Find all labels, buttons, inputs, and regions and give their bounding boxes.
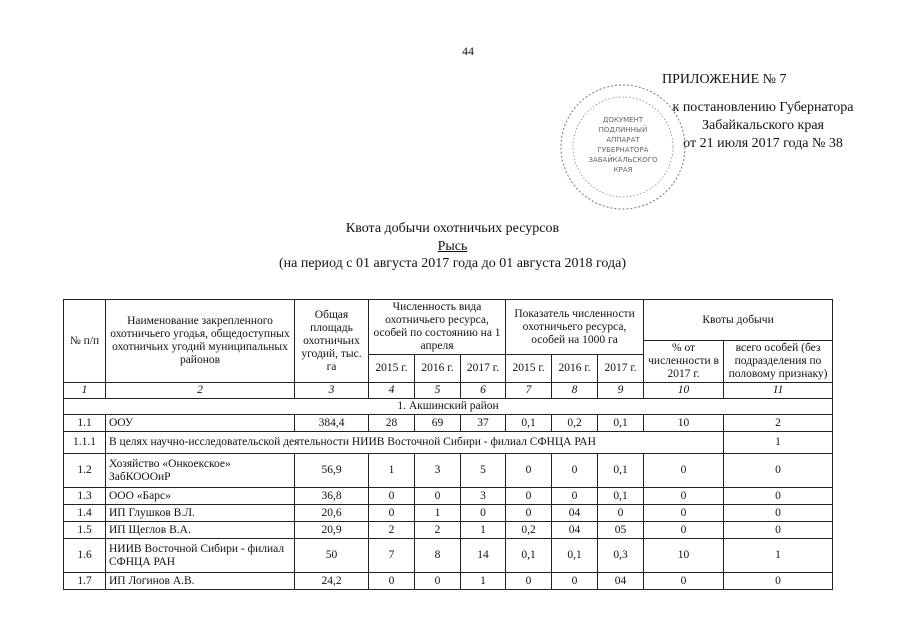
row-no: 1.5	[64, 522, 106, 539]
row-population-2016: 0	[415, 573, 461, 590]
row-population-2016: 2	[415, 522, 461, 539]
column-number: 2	[106, 383, 295, 399]
row-name: В целях научно-исследовательской деятельности НИИВ Восточной Сибири - филиал СФНЦА РАН	[106, 432, 724, 454]
document-title: Квота добычи охотничьих ресурсов	[345, 221, 560, 236]
table-row	[64, 522, 833, 539]
table-row	[64, 505, 833, 522]
row-population-2016: 0	[415, 488, 461, 505]
appendix-title: ПРИЛОЖЕНИЕ № 7	[662, 72, 787, 87]
row-name: ООУ	[106, 415, 295, 432]
row-quota-total: 0	[724, 573, 833, 590]
header-name: Наименование закрепленного охотничьего угодья, общедоступных охотничьих угодий муниципальных районов	[106, 300, 295, 383]
row-population-2015: 0	[369, 505, 415, 522]
row-name: ООО «Барс»	[106, 488, 295, 505]
row-no: 1.6	[64, 539, 106, 573]
row-population-2016: 3	[415, 454, 461, 488]
row-area: 384,4	[295, 415, 369, 432]
row-population-2017: 0	[461, 505, 506, 522]
row-quota-total: 1	[724, 432, 833, 454]
row-population-2017: 1	[461, 573, 506, 590]
table-row	[64, 488, 833, 505]
row-quota-total: 2	[724, 415, 833, 432]
row-population-2016: 8	[415, 539, 461, 573]
column-number: 4	[369, 383, 415, 399]
header-year: 2016 г.	[415, 355, 461, 383]
column-number: 7	[506, 383, 552, 399]
appendix-line-2: Забайкальского края	[701, 118, 824, 133]
row-name: НИИВ Восточной Сибири - филиал СФНЦА РАН	[106, 539, 295, 573]
header-year: 2016 г.	[552, 355, 598, 383]
row-density-2016: 0	[552, 488, 598, 505]
row-quota-total: 1	[724, 539, 833, 573]
row-density-2015: 0,1	[506, 415, 552, 432]
row-name: ИП Логинов А.В.	[106, 573, 295, 590]
row-population-2015: 0	[369, 573, 415, 590]
row-quota-pct: 0	[644, 488, 724, 505]
column-number-row	[64, 383, 833, 399]
column-number: 1	[64, 383, 106, 399]
header-year: 2017 г.	[461, 355, 506, 383]
column-number: 3	[295, 383, 369, 399]
row-density-2017: 0,1	[598, 454, 644, 488]
appendix-line-1: к постановлению Губернатора	[672, 100, 854, 115]
row-population-2015: 1	[369, 454, 415, 488]
row-density-2015: 0	[506, 505, 552, 522]
table-row	[64, 454, 833, 488]
column-number: 8	[552, 383, 598, 399]
row-density-2016: 0,2	[552, 415, 598, 432]
row-quota-pct: 10	[644, 415, 724, 432]
row-population-2017: 5	[461, 454, 506, 488]
header-quota: Квоты добычи	[644, 300, 833, 341]
row-no: 1.4	[64, 505, 106, 522]
header-density: Показатель численности охотничьего ресурса, особей на 1000 га	[506, 300, 644, 355]
table-row	[64, 432, 833, 454]
column-number: 5	[415, 383, 461, 399]
row-area: 36,8	[295, 488, 369, 505]
svg-text:АППАРАТ: АППАРАТ	[606, 136, 640, 144]
row-density-2015: 0	[506, 488, 552, 505]
row-quota-pct: 10	[644, 539, 724, 573]
row-density-2017: 0,1	[598, 488, 644, 505]
header-year: 2017 г.	[598, 355, 644, 383]
table-row	[64, 539, 833, 573]
svg-text:КРАЯ: КРАЯ	[613, 166, 633, 174]
row-area: 20,6	[295, 505, 369, 522]
svg-text:ГУБЕРНАТОРА: ГУБЕРНАТОРА	[597, 146, 649, 154]
row-density-2016: 0,1	[552, 539, 598, 573]
row-quota-pct: 0	[644, 454, 724, 488]
row-density-2017: 0	[598, 505, 644, 522]
row-name: Хозяйство «Онкоекское» ЗабКОООиР	[106, 454, 295, 488]
row-population-2015: 7	[369, 539, 415, 573]
row-density-2015: 0	[506, 573, 552, 590]
row-density-2015: 0,1	[506, 539, 552, 573]
row-quota-total: 0	[724, 488, 833, 505]
header-population: Численность вида охотничьего ресурса, особей по состоянию на 1 апреля	[369, 300, 506, 355]
row-name: ИП Щеглов В.А.	[106, 522, 295, 539]
header-year: 2015 г.	[369, 355, 415, 383]
row-name: ИП Глушков В.Л.	[106, 505, 295, 522]
section-title: 1. Акшинский район	[64, 399, 833, 415]
row-no: 1.3	[64, 488, 106, 505]
svg-text:ДОКУМЕНТ: ДОКУМЕНТ	[602, 116, 644, 124]
row-area: 50	[295, 539, 369, 573]
period-subtitle: (на период с 01 августа 2017 года до 01 августа 2018 года)	[278, 256, 626, 271]
species-title: Рысь	[437, 239, 468, 254]
row-no: 1.2	[64, 454, 106, 488]
row-density-2016: 0	[552, 573, 598, 590]
column-number: 10	[644, 383, 724, 399]
row-population-2017: 1	[461, 522, 506, 539]
row-quota-total: 0	[724, 454, 833, 488]
row-population-2017: 3	[461, 488, 506, 505]
row-no: 1.1	[64, 415, 106, 432]
row-population-2017: 37	[461, 415, 506, 432]
row-density-2016: 0	[552, 454, 598, 488]
row-area: 56,9	[295, 454, 369, 488]
row-quota-total: 0	[724, 505, 833, 522]
row-density-2017: 0,3	[598, 539, 644, 573]
row-area: 20,9	[295, 522, 369, 539]
row-quota-total: 0	[724, 522, 833, 539]
row-population-2015: 2	[369, 522, 415, 539]
row-area: 24,2	[295, 573, 369, 590]
row-population-2016: 69	[415, 415, 461, 432]
svg-text:ЗАБАЙКАЛЬСКОГО: ЗАБАЙКАЛЬСКОГО	[588, 156, 658, 164]
row-no: 1.1.1	[64, 432, 106, 454]
page-number: 44	[462, 44, 474, 58]
row-density-2017: 05	[598, 522, 644, 539]
row-density-2015: 0,2	[506, 522, 552, 539]
header-year: 2015 г.	[506, 355, 552, 383]
column-number: 11	[724, 383, 833, 399]
row-population-2016: 1	[415, 505, 461, 522]
row-population-2015: 28	[369, 415, 415, 432]
appendix-line-3: от 21 июля 2017 года № 38	[683, 136, 843, 151]
quota-table	[63, 299, 833, 590]
row-population-2017: 14	[461, 539, 506, 573]
table-row	[64, 573, 833, 590]
row-quota-pct: 0	[644, 505, 724, 522]
header-quota-total: всего особей (без подразделения по половому признаку)	[724, 341, 833, 383]
row-density-2017: 04	[598, 573, 644, 590]
section-row	[64, 399, 833, 415]
row-quota-pct: 0	[644, 573, 724, 590]
header-no: № п/п	[64, 300, 106, 383]
column-number: 9	[598, 383, 644, 399]
table-row	[64, 415, 833, 432]
column-number: 6	[461, 383, 506, 399]
row-density-2015: 0	[506, 454, 552, 488]
appendix-lines	[648, 99, 878, 153]
header-quota-pct: % от численности в 2017 г.	[644, 341, 724, 383]
row-density-2016: 04	[552, 522, 598, 539]
svg-text:ПОДЛИННЫЙ: ПОДЛИННЫЙ	[598, 126, 648, 134]
row-population-2015: 0	[369, 488, 415, 505]
header-area: Общая площадь охотничьих угодий, тыс. га	[295, 300, 369, 383]
row-density-2016: 04	[552, 505, 598, 522]
row-no: 1.7	[64, 573, 106, 590]
row-quota-pct: 0	[644, 522, 724, 539]
row-density-2017: 0,1	[598, 415, 644, 432]
